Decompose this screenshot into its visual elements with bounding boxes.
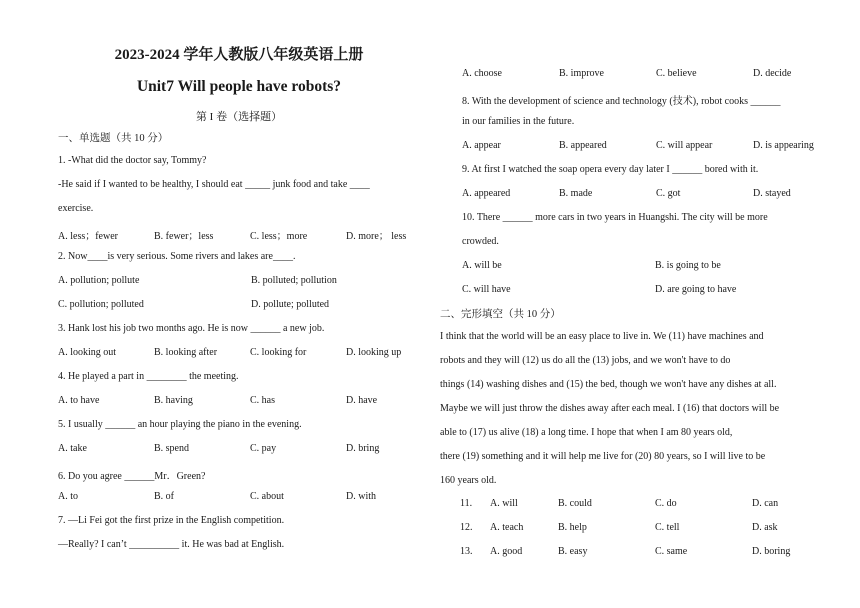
option-a[interactable]: A. appeared: [462, 188, 511, 199]
option-c[interactable]: C. will have: [462, 284, 511, 295]
option-a[interactable]: A. to have: [58, 395, 100, 406]
option-a[interactable]: A. will be: [462, 260, 502, 271]
q3-options: [58, 347, 442, 358]
q11-options: [460, 498, 849, 509]
option-c[interactable]: C. tell: [655, 522, 680, 533]
q2-stem: 2. Now____is very serious. Some rivers and lakes are____.: [58, 251, 296, 262]
q13-options: [460, 546, 849, 557]
option-b[interactable]: B. improve: [559, 68, 604, 79]
option-c[interactable]: C. got: [656, 188, 681, 199]
q6-stem: 6. Do you agree ______Mr．Green?: [58, 471, 206, 482]
q10-options: [462, 284, 848, 295]
option-c[interactable]: C. looking for: [250, 347, 307, 358]
option-d[interactable]: D. is appearing: [753, 140, 814, 151]
q2-options: [58, 275, 444, 286]
q7-options: [462, 68, 850, 79]
option-d[interactable]: D. can: [752, 498, 779, 509]
q9-stem: 9. At first I watched the soap opera every day later I ______ bored with it.: [462, 164, 759, 175]
option-a[interactable]: A. looking out: [58, 347, 117, 358]
option-b[interactable]: B. polluted; pollution: [251, 275, 337, 286]
q2-options: [58, 299, 444, 310]
q4-options: [58, 395, 442, 406]
q10-options: [462, 260, 848, 271]
option-c[interactable]: C. has: [250, 395, 275, 406]
q7-stem-cont: —Really? I can’t __________ it. He was bad at English.: [58, 539, 285, 550]
q7-stem: 7. —Li Fei got the first prize in the English competition.: [58, 515, 285, 526]
option-b[interactable]: B. made: [559, 188, 593, 199]
section-title-single-choice: 一、单选题（共 10 分）: [58, 133, 169, 144]
option-d[interactable]: D. pollute; polluted: [251, 299, 330, 310]
volume-title: 第 I 卷（选择题）: [195, 111, 283, 123]
cloze-line: robots and they will (12) us do all the (13) jobs, and we won't have to do: [440, 355, 731, 366]
q10-stem-cont: crowded.: [462, 236, 499, 247]
option-c[interactable]: C. pay: [250, 443, 277, 454]
q10-stem: 10. There ______ more cars in two years in Huangshi. The city will be more: [462, 212, 768, 223]
option-d[interactable]: D. are going to have: [655, 284, 737, 295]
option-a[interactable]: A. pollution; pollute: [58, 275, 140, 286]
q1-stem-cont: exercise.: [58, 203, 94, 214]
option-a[interactable]: A. take: [58, 443, 87, 454]
cloze-line: things (14) washing dishes and (15) the bed, though we won't have any dishes at all.: [440, 379, 777, 390]
option-c[interactable]: C. do: [655, 498, 677, 509]
q1-options: [58, 227, 442, 242]
q8-stem-cont: in our families in the future.: [462, 116, 575, 127]
question-number: 12.: [460, 522, 473, 533]
q1-stem: 1. -What did the doctor say, Tommy?: [58, 155, 207, 166]
q1-stem-cont: -He said if I wanted to be healthy, I should eat _____ junk food and take ____: [58, 179, 370, 190]
cloze-line: there (19) something and it will help me live for (20) 80 years, so I will live to be: [440, 451, 766, 462]
option-c[interactable]: C. believe: [656, 68, 697, 79]
q12-options: [460, 522, 849, 533]
q5-options: [58, 443, 442, 454]
option-a[interactable]: A. to: [58, 491, 78, 502]
q4-stem: 4. He played a part in ________ the meeting.: [58, 371, 239, 382]
cloze-line: 160 years old.: [440, 475, 497, 486]
option-b[interactable]: B. easy: [558, 546, 588, 557]
option-a[interactable]: A. good: [490, 546, 523, 557]
option-c[interactable]: C. will appear: [656, 140, 713, 151]
option-b[interactable]: B. could: [558, 498, 592, 509]
option-a[interactable]: A. less；fewer: [58, 231, 118, 242]
option-b[interactable]: B. looking after: [154, 347, 218, 358]
option-d[interactable]: D. ask: [752, 522, 778, 533]
option-d[interactable]: D. with: [346, 491, 376, 502]
cloze-line: I think that the world will be an easy place to live in. We (11) have machines and: [440, 331, 764, 342]
q6-options: [58, 491, 442, 502]
option-c[interactable]: C. pollution; polluted: [58, 299, 144, 310]
option-a[interactable]: A. appear: [462, 140, 501, 151]
option-b[interactable]: B. spend: [154, 443, 189, 454]
option-b[interactable]: B. of: [154, 491, 174, 502]
cloze-line: Maybe we will just throw the dishes away after each meal. I (16) that doctors will be: [440, 403, 780, 414]
option-d[interactable]: D. more； less: [346, 231, 407, 242]
section-title-cloze: 二、完形填空（共 10 分）: [440, 309, 561, 320]
option-b[interactable]: B. appeared: [559, 140, 607, 151]
q9-options: [462, 188, 850, 199]
unit-title: Unit7 Will people have robots?: [136, 78, 342, 95]
option-b[interactable]: B. having: [154, 395, 193, 406]
option-d[interactable]: D. stayed: [753, 188, 791, 199]
option-d[interactable]: D. decide: [753, 68, 792, 79]
option-d[interactable]: D. have: [346, 395, 378, 406]
option-b[interactable]: B. fewer；less: [154, 231, 214, 242]
option-a[interactable]: A. will: [490, 498, 518, 509]
q5-stem: 5. I usually ______ an hour playing the piano in the evening.: [58, 419, 302, 430]
q8-options: [462, 140, 850, 151]
option-d[interactable]: D. bring: [346, 443, 380, 454]
question-number: 13.: [460, 546, 473, 557]
option-c[interactable]: C. less；more: [250, 231, 308, 242]
option-a[interactable]: A. choose: [462, 68, 502, 79]
option-c[interactable]: C. about: [250, 491, 284, 502]
document-title: 2023-2024 学年人教版八年级英语上册: [114, 47, 364, 63]
option-c[interactable]: C. same: [655, 546, 688, 557]
option-d[interactable]: D. looking up: [346, 347, 402, 358]
q8-stem: 8. With the development of science and technology (技术), robot cooks ______: [462, 96, 781, 107]
option-b[interactable]: B. help: [558, 522, 587, 533]
question-number: 11.: [460, 498, 473, 509]
option-d[interactable]: D. boring: [752, 546, 791, 557]
option-b[interactable]: B. is going to be: [655, 260, 721, 271]
cloze-line: able to (17) us alive (18) a long time. I hope that when I am 80 years old,: [440, 427, 733, 438]
option-a[interactable]: A. teach: [490, 522, 524, 533]
q3-stem: 3. Hank lost his job two months ago. He is now ______ a new job.: [58, 323, 325, 334]
